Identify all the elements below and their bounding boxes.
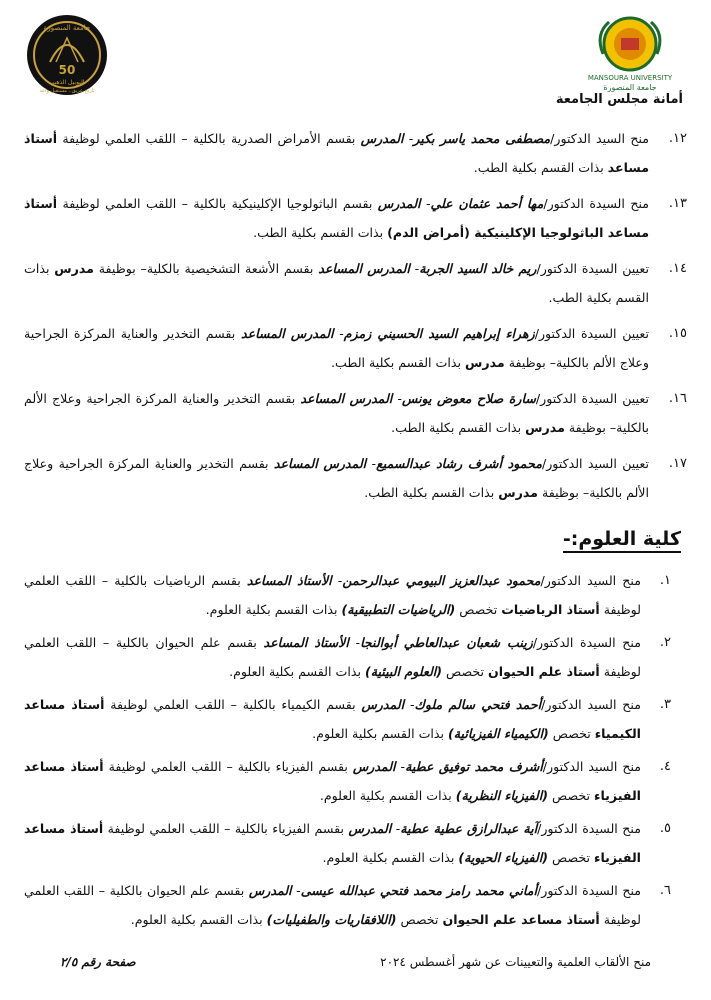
list-item [24,628,671,686]
item-text-segment: بقسم الفيزياء بالكلية – اللقب العلمي لوظيفة [103,821,349,836]
current-rank: المدرس [248,883,292,898]
person-name: أشرف محمد توفيق عطية [405,759,543,774]
item-text-segment: بقسم التخدير والعناية المركزة الجراحية وعلاج الألم بالكلية– بوظيفة [24,456,649,500]
current-rank: المدرس المساعد [240,326,334,341]
person-name: آية عبدالرازق عطية عطية [400,821,538,836]
item-number: ١٦. [668,391,687,406]
item-text-segment: بقسم التخدير والعناية المركزة الجراحية وعلاج الألم بالكلية– بوظيفة [24,391,649,435]
item-text [24,254,649,312]
person-name: مها أحمد عثمان علي [430,196,544,211]
item-text-segment: بذات القسم بكلية الطب. [24,261,649,305]
item-text-segment: بذات القسم بكلية الطب. [331,355,466,370]
item-text-segment: - [391,821,401,836]
item-text-segment: منح السيد الدكتور/ [550,131,649,146]
item-text-segment: تعيين السيدة الدكتور/ [534,326,649,341]
svg-text:اليوبيل الذهبي: اليوبيل الذهبي [49,79,85,86]
item-text-segment: تعيين السيد الدكتور/ [541,456,649,471]
item-text [24,566,641,624]
footer-text: منح الألقاب العلمية والتعيينات عن شهر أغسطس ٢٠٢٤ [380,955,651,969]
new-title: أستاذ مساعد الفيزياء [24,759,641,803]
item-text-segment: منح السيد الدكتور/ [541,697,641,712]
item-text-segment: بذات القسم بكلية العلوم. [312,726,449,741]
current-rank: المدرس المساعد [318,261,410,276]
person-name: أماني محمد رامز محمد فتحي عبدالله عيسى [300,883,538,898]
item-text-segment: - [409,261,420,276]
current-rank: المدرس [348,821,392,836]
list-item [24,449,687,507]
person-name: أحمد فتحي سالم ملوك [414,697,542,712]
person-name: ريم خالد السيد الجربة [419,261,537,276]
person-name: محمود عبدالعزيز البيومي عبدالرحمن [342,573,541,588]
item-text-segment: بقسم علم الحيوان بالكلية – اللقب العلمي لوظيفة [24,635,641,679]
specialization: (الكيمياء الفيزيائية) [448,726,549,741]
current-rank: المدرس [360,131,404,146]
person-name: مصطفى محمد ياسر بكير [413,131,551,146]
new-title: أستاذ مساعد علم الحيوان [442,912,600,927]
list-item [24,319,687,377]
list-item [24,384,687,442]
item-text-segment: تخصص [548,850,595,865]
item-text-segment: تخصص [396,912,443,927]
item-number: ١٣. [668,196,687,211]
list-item [24,814,671,872]
new-title: مدرس [498,485,538,500]
item-text-segment: بذات القسم بكلية العلوم. [229,664,365,679]
current-rank: المدرس [377,196,421,211]
person-name: زينب شعبان عبدالعاطي أبوالنجا [360,635,533,650]
list-item [24,752,671,810]
item-number: ٤. [659,759,671,774]
current-rank: المدرس [361,697,405,712]
svg-text:جامعة المنصورة: جامعة المنصورة [43,24,91,32]
item-text-segment: بقسم الكيمياء بالكلية – اللقب العلمي لوظيفة [104,697,362,712]
item-text [24,449,649,507]
item-text [24,319,649,377]
item-text-segment: تخصص [442,664,489,679]
item-text [24,189,649,247]
new-title: مدرس [525,420,565,435]
university-logo [585,14,675,92]
item-text-segment: تخصص [455,602,502,617]
item-text-segment: - [333,326,344,341]
item-text-segment: - [291,883,301,898]
svg-text:تاريخ عريق.. مستقبل واعد: تاريخ عريق.. مستقبل واعد [39,88,95,94]
medicine-items-list [24,124,687,514]
item-text-segment: بقسم الرياضيات بالكلية – اللقب العلمي لوظيفة [24,573,641,617]
item-text-segment: - [420,196,431,211]
item-text-segment: بقسم الفيزياء بالكلية – اللقب العلمي لوظيفة [103,759,353,774]
svg-text:50: 50 [58,63,76,77]
item-text-segment: بقسم التخدير والعناية المركزة الجراحية وعلاج الألم بالكلية– بوظيفة [24,326,649,370]
item-number: ١٥. [668,326,687,341]
letterhead [0,8,711,108]
person-name: محمود أشرف رشاد عبدالسميع [376,456,542,471]
item-number: ١٧. [668,456,687,471]
current-rank: المدرس المساعد [273,456,367,471]
new-title: أستاذ مساعد الكيمياء [24,697,641,741]
item-text [24,690,641,748]
item-text-segment: تعيين السيدة الدكتور/ [536,261,649,276]
item-text-segment: بقسم الباثولوجيا الإكلينيكية بالكلية – اللقب العلمي لوظيفة [57,196,378,211]
item-text-segment: بذات القسم بكلية الطب. [364,485,499,500]
section-heading-faculty-of-science [563,528,681,550]
item-text-segment: منح السيدة الدكتور/ [532,635,641,650]
svg-text:MANSOURA UNIVERSITY: MANSOURA UNIVERSITY [587,74,673,82]
new-title: أستاذ علم الحيوان [488,664,600,679]
item-number: ٢. [659,635,671,650]
new-title: مدرس [54,261,94,276]
current-rank: الأستاذ المساعد [246,573,332,588]
item-text-segment: بقسم علم الحيوان بالكلية – اللقب العلمي لوظيفة [24,883,641,927]
item-text-segment: بقسم الأمراض الصدرية بالكلية – اللقب العلمي لوظيفة [57,131,361,146]
item-number: ١٢. [668,131,687,146]
item-text-segment: - [404,697,415,712]
item-text-segment: - [403,131,414,146]
page-number: صفحة رقم ٢/٥ [60,955,136,969]
item-text-segment: - [395,759,406,774]
specialization: (اللافقاريات والطفيليات) [266,912,397,927]
svg-text:جامعة المنصورة: جامعة المنصورة [603,83,657,92]
list-item [24,876,671,934]
item-text-segment: - [392,391,402,406]
item-text-segment: تخصص [548,788,595,803]
item-number: ٦. [659,883,671,898]
item-text-segment: بقسم الأشعة التشخيصية بالكلية– بوظيفة [93,261,319,276]
new-title: أستاذ مساعد الباثولوجيا الإكلينيكية (أمراض الدم) [24,196,649,240]
list-item [24,189,687,247]
new-title: أستاذ الرياضيات [501,602,600,617]
item-text [24,752,641,810]
item-text-segment: بذات القسم بكلية العلوم. [130,912,267,927]
new-title: أستاذ مساعد [24,131,649,175]
list-item [24,690,671,748]
list-item [24,566,671,624]
item-text-segment: منح السيد الدكتور/ [542,759,641,774]
item-text-segment: منح السيد الدكتور/ [540,573,641,588]
item-text [24,628,641,686]
list-item [24,254,687,312]
item-text-segment: تعيين السيدة الدكتور/ [535,391,649,406]
item-number: ٥. [659,821,671,836]
item-text-segment: - [348,635,361,650]
science-items-list [24,566,671,938]
item-text [24,124,649,182]
council-secretariat-title: أمانة مجلس الجامعة [555,92,683,107]
person-name: زهراء إبراهيم السيد الحسيني زمزم [343,326,535,341]
section-title: كلية العلوم:- [563,528,681,553]
item-number: ١٤. [668,261,687,276]
specialization: (الفيزياء الحيوية) [458,850,549,865]
item-text [24,384,649,442]
item-text-segment: تخصص [548,726,595,741]
item-text-segment: منح السيدة الدكتور/ [537,821,641,836]
new-title: مدرس [465,355,505,370]
item-text-segment: بذات القسم بكلية الطب. [253,225,388,240]
item-text-segment: منح السيدة الدكتور/ [537,883,641,898]
item-number: ٣. [659,697,671,712]
current-rank: الأستاذ المساعد [263,635,349,650]
item-text-segment: بذات القسم بكلية الطب. [473,160,608,175]
page-footer [60,955,651,969]
item-text-segment: بذات القسم بكلية الطب. [391,420,526,435]
current-rank: المدرس المساعد [300,391,393,406]
person-name: سارة صلاح معوض يونس [401,391,536,406]
item-text-segment: بذات القسم بكلية العلوم. [205,602,342,617]
golden-jubilee-logo [26,14,108,96]
item-number: ١. [659,573,671,588]
specialization: (العلوم البيئية) [364,664,443,679]
new-title: أستاذ مساعد الفيزياء [24,821,641,865]
item-text [24,814,641,872]
current-rank: المدرس [352,759,396,774]
specialization: (الفيزياء النظرية) [455,788,549,803]
item-text [24,876,641,934]
item-text-segment: - [331,573,343,588]
item-text-segment: - [366,456,377,471]
item-text-segment: بذات القسم بكلية العلوم. [319,788,456,803]
item-text-segment: بذات القسم بكلية العلوم. [322,850,459,865]
list-item [24,124,687,182]
specialization: (الرياضيات التطبيقية) [341,602,456,617]
item-text-segment: منح السيدة الدكتور/ [543,196,649,211]
